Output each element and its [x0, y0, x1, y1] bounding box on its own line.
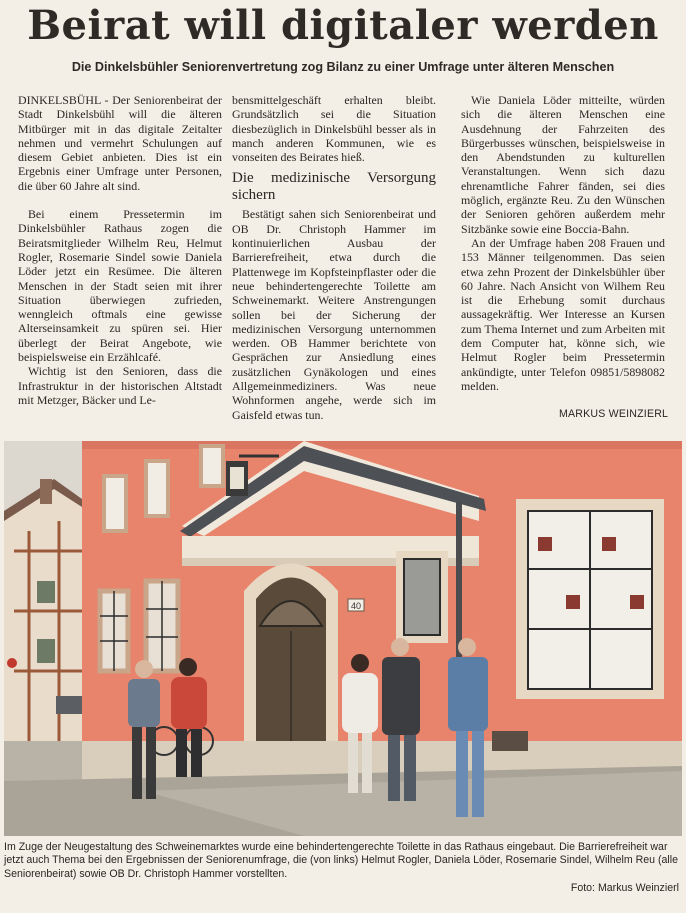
photo-caption: Im Zuge der Neugestaltung des Schweinemarktes wurde eine behindertengerechte Toilette in das Rathaus eingebaut. Die Barrierefreiheit war jetzt auch Thema bei den Ergebnissen der Seniorenumfrage, die (von links) Helmut Rogler, Daniela Löder, Rosemarie Sindel, Wilhelm Reu (alle Seniorenbeirat) sowie OB Dr. Christoph Hammer vorstellten. [4, 841, 679, 880]
paragraph: Bestätigt sahen sich Seniorenbeirat und OB Dr. Christoph Hammer im kontinuierlichen Ausbau der Barrierefreiheit, etwa durch die Plattenwege im Kopfsteinpflaster oder die neue behindertengerechte Toilette am Schweinemarkt. Weitere Anstrengungen sollen bei der Sicherung der medizinischen Versorgung unternommen werden. OB Hammer berichtete von Gesprächen zur Ansiedlung eines zusätzlichen Gynäkologen und eines Allgemeinmediziners. Was neue Wohnformen angehe, werde sich im Gaisfeld etwas tun. [232, 207, 436, 422]
subheadline: Die Dinkelsbühler Seniorenvertretung zog Bilanz zu einer Umfrage unter älteren Menschen [71, 60, 615, 74]
section-heading: Die medizinische Versorgung sichern [232, 170, 436, 204]
paragraph: Wichtig ist den Senioren, dass die Infrastruktur in der historischen Altstadt mit Metzger, Bäcker und Le- [18, 364, 222, 407]
article-column-2 [232, 93, 436, 422]
house-number-sign: 40 [350, 601, 362, 611]
paragraph: bensmittelgeschäft erhalten bleibt. Grundsätzlich sei die Situation diesbezüglich in Dinkelsbühl besser als in manch anderen Kommunen, wie es vonseiten des Beirates hieß. [232, 93, 436, 165]
article-photo [4, 441, 682, 836]
headline: Beirat will digitaler werden [27, 2, 659, 49]
article-column-3 [461, 93, 665, 393]
paragraph: An der Umfrage haben 208 Frauen und 153 Männer teilgenommen. Das seien etwa zehn Prozent der Dinkelsbühler über 60 Jahre. Nach Ansicht von Wilhem Reu ist die Erhebung somit durchaus aussagekräftig. Wer Interesse an Kursen zum Thema Internet und zum Arbeiten mit dem Computer hat, könne sich, wie Helmut Rogler beim Pressetermin ankündigte, unter Telefon 09851/5898082 melden. [461, 235, 665, 393]
town-hall-photo [4, 441, 682, 836]
photo-credit: Foto: Markus Weinzierl [570, 882, 679, 894]
paragraph: Bei einem Pressetermin im Dinkelsbühler Rathaus zogen die Beiratsmitglieder Wilhelm Reu, Helmut Rogler, Rosemarie Sindel sowie Daniela Löder jetzt ein Resümee. Die älteren Menschen in der Stadt seien mit ihrer Situation überwiegen zufrieden, wenngleich oftmals eine gewisse Alterseinsamkeit zu spüren sei. Hier überlegt der Beirat Angebote, wie beispielsweise ein Erzählcafé. [18, 207, 222, 365]
article-column-1 [18, 93, 222, 407]
paragraph: DINKELSBÜHL - Der Seniorenbeirat der Stadt Dinkelsbühl will die älteren Mitbürger mit in das digitale Zeitalter nehmen und vermehrt Schulungen auf diesem Gebiet anbieten. Dies ist ein Ergebnis einer Umfrage unter Personen, die über 60 Jahre alt sind. [18, 93, 222, 193]
paragraph: Wie Daniela Löder mitteilte, würden sich die älteren Menschen eine Ausdehnung der Fahrzeiten des Bürgerbusses wünschen, beispielsweise in den Abendstunden zu kulturellen Veranstaltungen. Wenn sich dazu ehrenamtliche Fahrer fänden, sei dies möglich, ergänzte Reu. Zu den Wünschen der Senioren gehören außerdem mehr Sitzbänke sowie eine Boccia-Bahn. [461, 93, 665, 236]
author-byline: MARKUS WEINZIERL [559, 408, 669, 420]
